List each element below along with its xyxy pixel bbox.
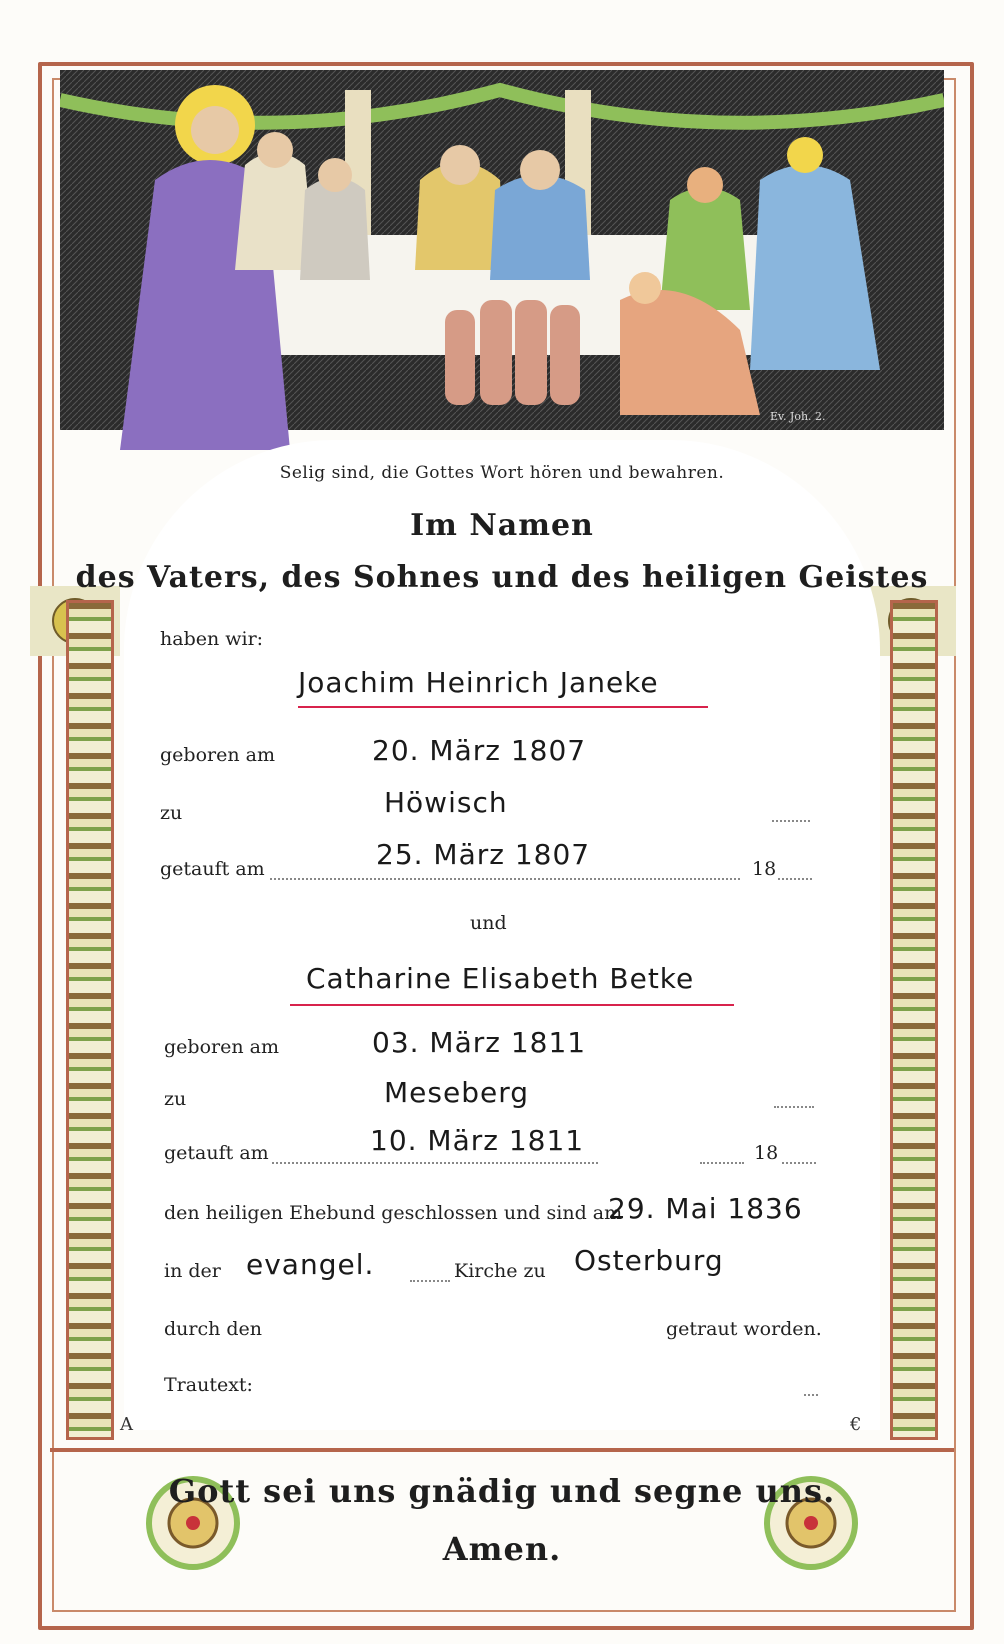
wedding-at-cana-illustration: [60, 70, 944, 450]
dotted-line: [410, 1280, 450, 1282]
left-ornamental-pillar: [66, 600, 114, 1440]
verse-line: Selig sind, die Gottes Wort hören und bewahren.: [279, 463, 725, 483]
church-label-mid: Kirche zu: [454, 1260, 546, 1282]
right-ornamental-pillar: [890, 600, 938, 1440]
dotted-line: [700, 1162, 744, 1164]
dotted-line: [772, 820, 810, 822]
intro-label: haben wir:: [160, 628, 264, 650]
groom-baptized-label: getauft am: [160, 858, 265, 880]
church-label-pre: in der: [164, 1260, 221, 1282]
groom-century: 18: [752, 858, 777, 880]
footer-blessing: Gott sei uns gnädig und segne uns.: [168, 1472, 836, 1510]
marriage-date: 29. Mai 1836: [608, 1192, 803, 1225]
groom-baptized-date: 25. März 1807: [376, 838, 591, 871]
bride-baptized-date: 10. März 1811: [370, 1124, 585, 1157]
married-label: getraut worden.: [666, 1318, 822, 1340]
bride-name-underline: [290, 1004, 734, 1006]
dotted-line: [804, 1394, 818, 1396]
artist-monogram-right: €: [850, 1414, 862, 1435]
dotted-line: [778, 878, 812, 880]
dotted-line: [270, 878, 740, 880]
dotted-line: [272, 1162, 598, 1164]
groom-born-label: geboren am: [160, 744, 275, 766]
church-type: evangel.: [246, 1248, 375, 1281]
bride-baptized-label: getauft am: [164, 1142, 269, 1164]
groom-place-label: zu: [160, 802, 183, 824]
by-label: durch den: [164, 1318, 263, 1340]
title-line-1: Im Namen: [410, 508, 594, 543]
bride-born-label: geboren am: [164, 1036, 279, 1058]
trautext-label: Trautext:: [164, 1374, 253, 1396]
scripture-reference: Ev. Joh. 2.: [770, 410, 826, 423]
title-line-2: des Vaters, des Sohnes und des heiligen Geistes: [75, 560, 929, 595]
marriage-label: den heiligen Ehebund geschlossen und sind am: [164, 1202, 623, 1224]
bride-place-label: zu: [164, 1088, 187, 1110]
dotted-line: [774, 1106, 814, 1108]
groom-place: Höwisch: [384, 786, 508, 819]
and-word: und: [470, 912, 507, 934]
artist-monogram-left: A: [120, 1414, 133, 1435]
bride-born-date: 03. März 1811: [372, 1026, 587, 1059]
dotted-line: [782, 1162, 816, 1164]
bride-name: Catharine Elisabeth Betke: [306, 962, 695, 995]
bride-century: 18: [754, 1142, 779, 1164]
groom-name-underline: [298, 706, 708, 708]
bride-place: Meseberg: [384, 1076, 529, 1109]
footer-amen: Amen.: [442, 1530, 562, 1568]
church-place: Osterburg: [574, 1244, 724, 1277]
groom-name: Joachim Heinrich Janeke: [298, 666, 659, 699]
groom-born-date: 20. März 1807: [372, 734, 587, 767]
